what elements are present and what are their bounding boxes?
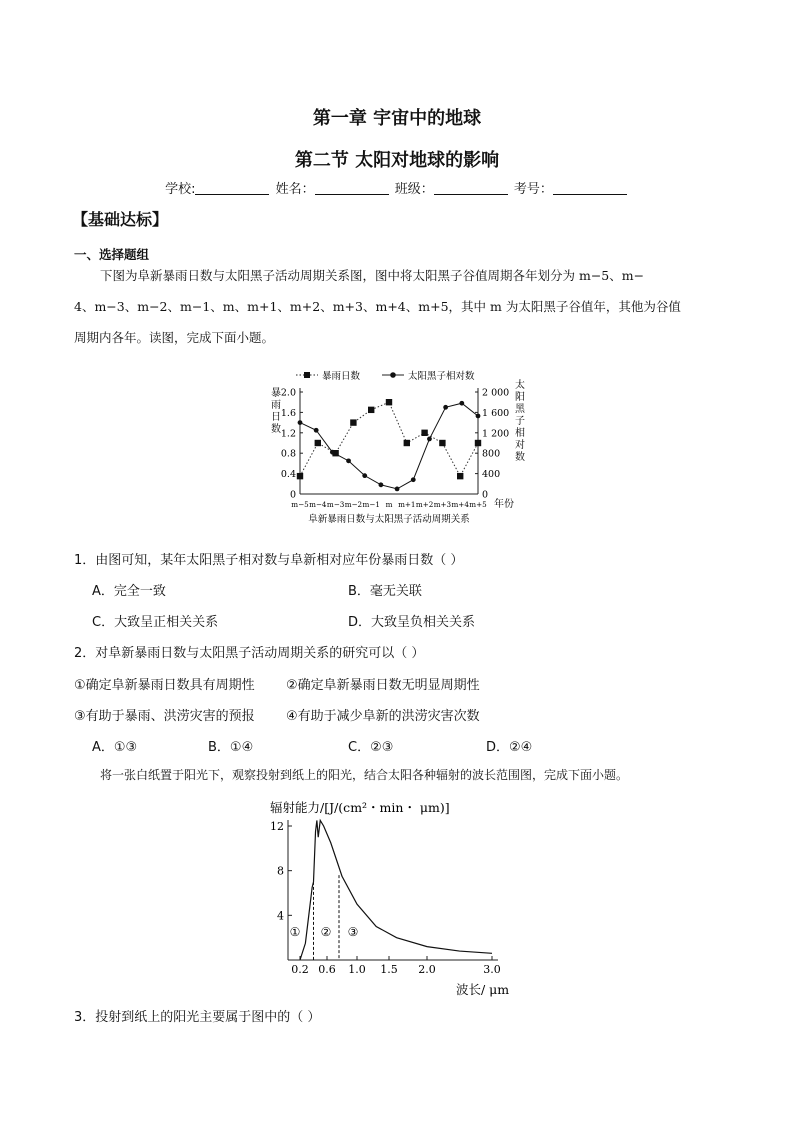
- chart1-x-tick-label: m+5: [469, 500, 487, 509]
- chart1-x-tick-label: m−2: [344, 500, 363, 509]
- name-label: 姓名：: [275, 182, 315, 197]
- exam-label: 考号：: [513, 182, 553, 197]
- chart1-rain-point: [404, 440, 410, 446]
- chart1-sunspot-point: [346, 458, 351, 463]
- chart1-legend: [296, 370, 475, 382]
- intro1-line3: 周期内各年。读图，完成下面小题。: [74, 330, 275, 345]
- chart1-sunspot-point: [330, 450, 335, 455]
- chart1-right-tick-label: 0: [482, 489, 489, 501]
- chart1-rain-point: [350, 419, 356, 425]
- q1-stem: 1．由图可知，某年太阳黑子相对数与阜新相对应年份暴雨日数（ ）: [74, 553, 464, 568]
- basic-section-heading: 【基础达标】: [72, 210, 169, 229]
- chart1-legend-marker-rain: [304, 372, 310, 378]
- q2-option-a[interactable]: A．①③: [92, 740, 138, 755]
- q2-option-b[interactable]: B．①④: [208, 740, 254, 755]
- section-title: 第二节 太阳对地球的影响: [294, 150, 500, 171]
- q1-option-d[interactable]: D．大致呈负相关关系: [348, 615, 476, 630]
- chart1-x-tick-label: m−1: [362, 500, 380, 509]
- chart1-title: 阜新暴雨日数与太阳黑子活动周期关系: [308, 514, 470, 525]
- q1-option-c[interactable]: C．大致呈正相关关系: [92, 615, 219, 630]
- chart1-right-axis-label-char: 相: [515, 428, 525, 439]
- chart1-left-tick-label: 0.8: [280, 448, 296, 460]
- chart1-right-tick-label: 1 600: [482, 407, 510, 419]
- chart1-sunspot-point: [443, 405, 448, 410]
- q1-option-b[interactable]: B．毫无关联: [348, 584, 422, 599]
- chart1-left-tick-label: 0.4: [280, 469, 296, 481]
- chart1-right-tick-label: 2 000: [482, 387, 510, 399]
- chart1-left-tick-label: 1.2: [280, 428, 296, 440]
- chart1-rain-point: [421, 430, 427, 436]
- chart1-rain-point: [368, 407, 374, 413]
- chart1-right-axis-label-char: 黑: [515, 404, 525, 415]
- school-blank[interactable]: [195, 182, 269, 195]
- chart2-x-tick-label: 1.5: [380, 963, 398, 976]
- chart2-y-tick-label: 8: [277, 864, 284, 878]
- chart1-x-tick-label: m−4: [309, 500, 327, 509]
- chart1-right-tick-label: 1 200: [482, 428, 510, 440]
- chart2-y-axis-label: 辐射能力/[J/(cm²・min・ μm)]: [270, 800, 450, 815]
- chart1-legend-marker-sunspot: [390, 372, 396, 378]
- q2-option-c[interactable]: C．②③: [348, 740, 394, 755]
- chart1-rain-point: [475, 440, 481, 446]
- q3-stem: 3．投射到纸上的阳光主要属于图中的（ ）: [74, 1010, 321, 1025]
- chart1-right-axis-label-char: 对: [515, 440, 525, 451]
- chart2-x-axis-label: 波长/ μm: [456, 982, 510, 997]
- chart1-rain-point: [457, 473, 463, 479]
- chart2-y-tick-label: 4: [277, 909, 284, 923]
- chart1-legend-label-rain: 暴雨日数: [322, 371, 361, 382]
- q2-statement-3: ③有助于暴雨、洪涝灾害的预报: [74, 709, 255, 724]
- chart1-left-tick-label: 0: [289, 489, 296, 501]
- chart2-x-tick-label: 2.0: [418, 963, 436, 976]
- school-label: 学校:: [165, 182, 196, 197]
- chart2-region-label: ③: [347, 925, 359, 939]
- chart2-plot: [270, 800, 509, 997]
- chart1-legend-label-sunspot: 太阳黑子相对数: [408, 371, 475, 382]
- chart1-x-tick-label: m: [385, 500, 393, 509]
- class-label: 班级：: [394, 182, 434, 197]
- intro1-line2: 4、m−3、m−2、m−1、m、m+1、m+2、m+3、m+4、m+5，其中 m 为太阳黑子谷值年，其他为谷值: [74, 299, 681, 314]
- part-heading: 一、选择题组: [74, 247, 150, 262]
- chart2-x-tick-label: 0.2: [291, 963, 309, 976]
- chart1-rain-point: [315, 440, 321, 446]
- chart1-sunspot-line: [300, 403, 478, 489]
- chart1-x-tick-label: m+4: [451, 500, 469, 509]
- chart1-x-tick-label: m+2: [415, 500, 434, 509]
- chart1-rain-line: [300, 402, 478, 476]
- chart1-x-tick-label: m+3: [433, 500, 452, 509]
- chart1-left-axis-label-char: 雨: [271, 400, 281, 411]
- chart1-sunspot-point: [314, 428, 319, 433]
- chart2-region-label: ①: [289, 925, 301, 939]
- chart2-y-tick-label: 12: [270, 820, 284, 833]
- intro1-line1: 下图为阜新暴雨日数与太阳黑子活动周期关系图，图中将太阳黑子谷值周期各年划分为 m−5、m−: [100, 268, 645, 283]
- chart2-x-tick-label: 3.0: [483, 963, 501, 976]
- chart1-rain-point: [439, 440, 445, 446]
- chart1-right-axis-label-char: 阳: [515, 392, 525, 403]
- q2-statement-1: ①确定阜新暴雨日数具有周期性: [74, 678, 255, 693]
- name-blank[interactable]: [315, 182, 389, 195]
- chart1-sunspot-point: [411, 477, 416, 482]
- solar-radiation-chart: [262, 796, 532, 1000]
- chart1-sunspot-point: [395, 487, 400, 492]
- chart2-x-tick-label: 0.6: [318, 963, 336, 976]
- chart1-x-tick-label: m−5: [291, 500, 309, 509]
- chart1-right-axis-label-char: 子: [515, 416, 525, 427]
- chart1-right-axis-label-char: 数: [515, 452, 525, 463]
- exam-blank[interactable]: [553, 182, 627, 195]
- chart2-radiation-curve: [300, 820, 492, 960]
- q1-option-a[interactable]: A．完全一致: [92, 584, 166, 599]
- chart1-left-axis-label-char: 日: [271, 412, 281, 423]
- chart1-x-tick-label: m−3: [326, 500, 345, 509]
- rainstorm-sunspot-chart: [258, 362, 528, 530]
- chart1-left-axis-label-char: 暴: [271, 388, 281, 399]
- chart1-rain-point: [297, 473, 303, 479]
- q2-stem: 2．对阜新暴雨日数与太阳黑子活动周期关系的研究可以（ ）: [74, 646, 425, 661]
- chart1-sunspot-point: [362, 473, 367, 478]
- chart1-x-tick-label: m+1: [398, 500, 416, 509]
- chart1-right-axis-label-char: 太: [515, 380, 525, 391]
- chapter-title: 第一章 宇宙中的地球: [312, 108, 482, 129]
- intro2: 将一张白纸置于阳光下，观察投射到纸上的阳光，结合太阳各种辐射的波长范围图，完成下面小题。: [100, 768, 629, 782]
- chart1-rain-point: [386, 399, 392, 405]
- chart1-plot: [271, 370, 526, 525]
- chart1-sunspot-point: [379, 482, 384, 487]
- chart1-right-tick-label: 800: [482, 448, 501, 460]
- chart1-sunspot-point: [476, 414, 481, 419]
- class-blank[interactable]: [434, 182, 508, 195]
- chart1-sunspot-point: [298, 420, 303, 425]
- chart2-x-tick-label: 1.0: [348, 963, 366, 976]
- q2-option-d[interactable]: D．②④: [486, 740, 533, 755]
- student-info-row: [0, 178, 794, 197]
- chart1-left-tick-label: 2.0: [280, 387, 296, 399]
- chart1-left-tick-label: 1.6: [280, 407, 296, 419]
- chart1-sunspot-point: [459, 401, 464, 406]
- chart2-region-label: ②: [320, 925, 332, 939]
- chart1-sunspot-point: [427, 437, 432, 442]
- q2-statement-2: ②确定阜新暴雨日数无明显周期性: [286, 678, 480, 693]
- chart1-left-axis-label-char: 数: [271, 424, 281, 435]
- chart1-x-axis-label: 年份: [494, 499, 514, 510]
- chart1-right-tick-label: 400: [482, 469, 501, 481]
- q2-statement-4: ④有助于减少阜新的洪涝灾害次数: [286, 709, 480, 724]
